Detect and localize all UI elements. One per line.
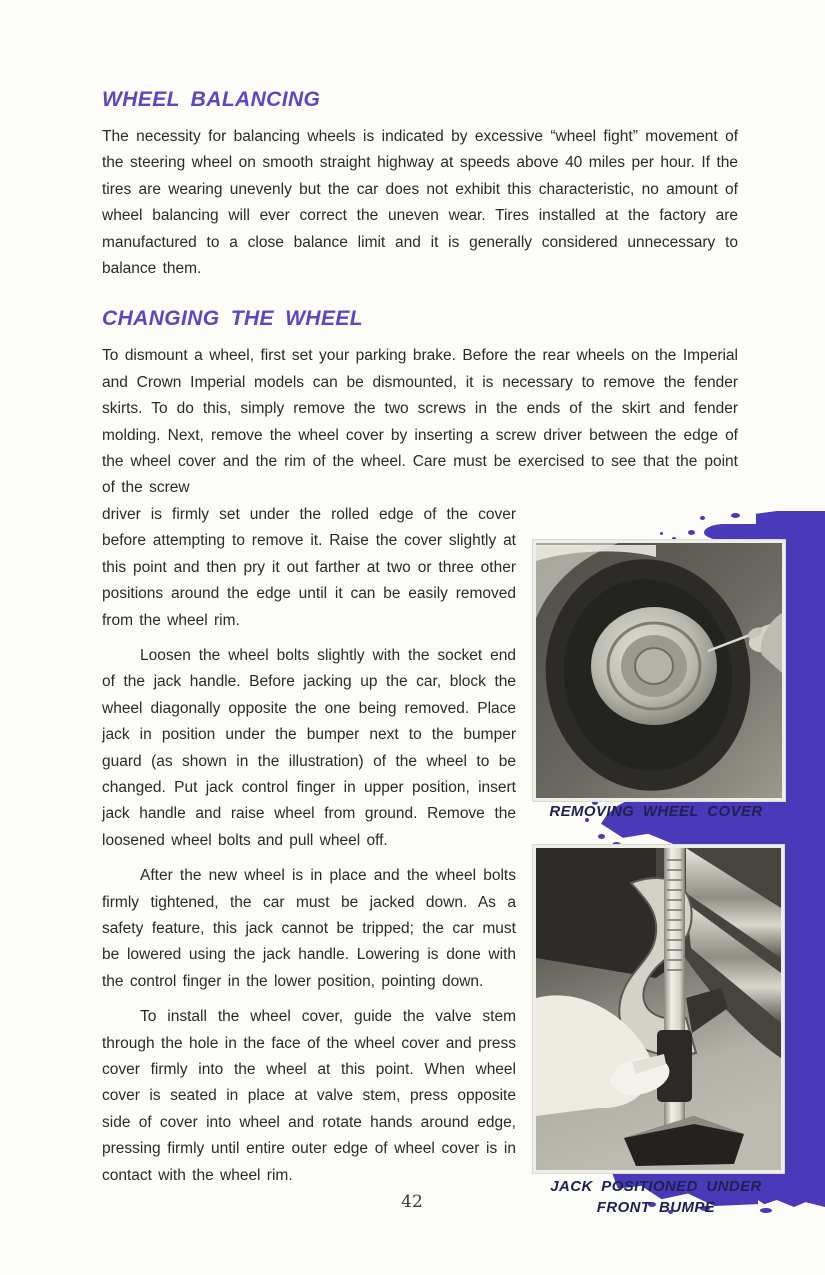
hubcap-center-cap [635, 648, 673, 684]
figure-caption-jack-positioned [530, 1176, 782, 1218]
paragraph-after-new-wheel: After the new wheel is in place and the wheel bolts firmly tightened, the car must be jacked down. As a safety feature, this jack cannot be tripped; the car must be lowered using the jack handle. Lowering is done with the control finger in the lower position, pointing down. [102, 867, 516, 990]
caption-line-1: JACK POSITIONED UNDER [550, 1178, 762, 1195]
paragraph-dismount-continuation: driver is firmly set under the rolled edge of the cover before attempting to remove it. Raise the cover slightly at this point and then pry it out farther at two or three other positions around the edge until it can be easily removed from the wheel rim. [102, 505, 516, 629]
jack-post [664, 848, 685, 1148]
jack-photo [533, 845, 784, 1173]
paragraph-install-cover: To install the wheel cover, guide the valve stem through the hole in the face of the wheel cover and press cover firmly into the wheel at this point. When wheel cover is seated in place at valve stem, press opposite side of cover into wheel and rotate hands around edge, pressing firmly until entire outer edge of wheel cover is in contact with the wheel rim. [102, 1008, 516, 1184]
wrapped-text-column [102, 502, 516, 1189]
paragraph-dismount-intro: To dismount a wheel, first set your parking brake. Before the rear wheels on the Imperial and Crown Imperial models can be dismounted, it is necessary to remove the fender skirts. To do this, simply remove the two screws in the ends of the skirt and fender molding. Next, remove the wheel cover by inserting a screw driver between the edge of the wheel cover and the rim of the wheel. Care must be exercised to see that the point of the screw [102, 347, 738, 497]
jack-photo-art [536, 848, 781, 1170]
paragraph-wheel-balancing: The necessity for balancing wheels is indicated by excessive “wheel fight” movement of the steering wheel on smooth straight highway at speeds above 40 miles per hour. If the tires are wearing unevenly but the car does not exhibit this characteristic, no amount of wheel balancing will ever correct the uneven wear. Tires installed at the factory are manufactured to a close balance limit and it is generally considered unnecessary to balance them. [102, 128, 738, 278]
wheel-cover-photo-art [536, 543, 782, 798]
wheel-cover-photo [533, 540, 785, 801]
section-heading-wheel-balancing: WHEEL BALANCING [102, 88, 321, 111]
section-heading-changing-wheel: CHANGING THE WHEEL [102, 307, 364, 331]
paragraph-loosen-bolts: Loosen the wheel bolts slightly with the socket end of the jack handle. Before jacking up the car, block the wheel diagonally opposite the one being removed. Place jack in position under the bumper next to the bumper guard (as shown in the illustration) of the wheel to be changed. Put jack control finger in upper position, insert jack handle and raise wheel from ground. Remove the loosened wheel bolts and pull wheel off. [102, 646, 516, 849]
caption-line-2: FRONT BUMPE [596, 1199, 716, 1216]
page-number: 42 [401, 1192, 423, 1212]
figure-caption-removing-wheel-cover: REMOVING WHEEL COVER [549, 803, 763, 820]
